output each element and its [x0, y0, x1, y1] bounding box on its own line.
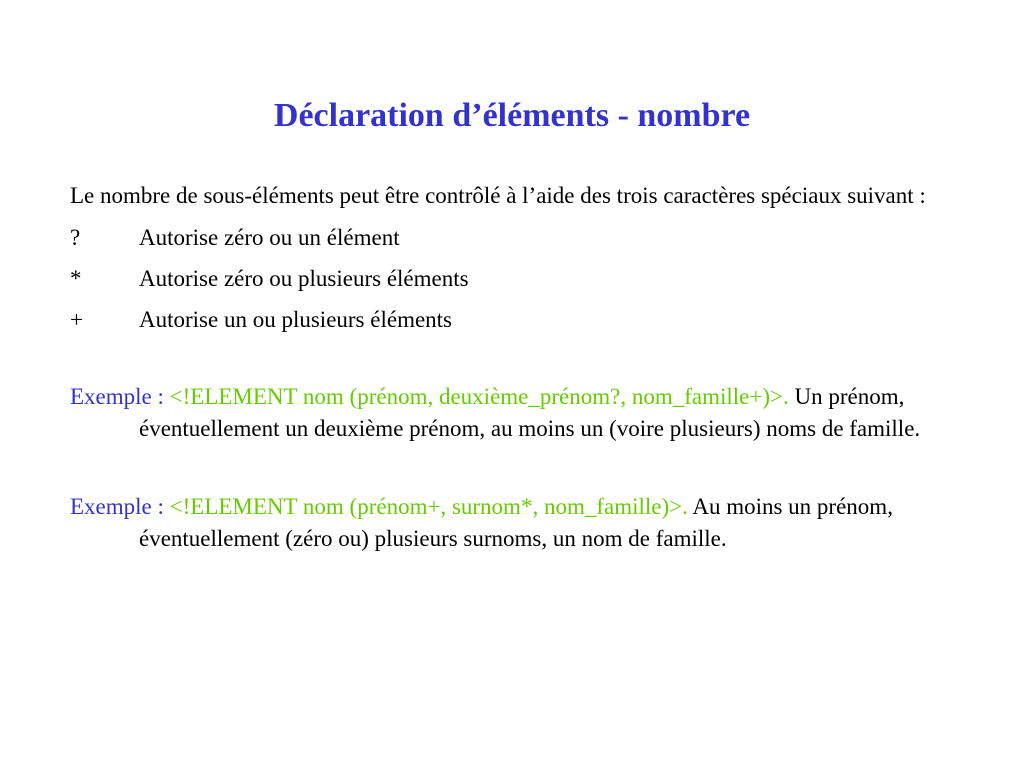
- bullet-text: Autorise zéro ou un élément: [139, 225, 400, 250]
- bullet-item-one-or-more: [70, 304, 950, 336]
- bullet-symbol: +: [70, 307, 83, 332]
- spacer: [70, 345, 950, 381]
- example-code: <!ELEMENT nom (prénom, deuxième_prénom?, nom_famille+)>.: [169, 384, 789, 409]
- bullet-item-zero-or-more: [70, 263, 950, 295]
- example-label: Exemple :: [70, 494, 170, 519]
- example-description: Un prénom, éventuellement un deuxième prénom, au moins un (voire plusieurs) noms de famille.: [139, 384, 921, 441]
- example-paragraph: [70, 381, 950, 445]
- example-label: Exemple :: [70, 384, 170, 409]
- bullet-text: Autorise un ou plusieurs éléments: [139, 307, 453, 332]
- slide-body: [70, 180, 950, 565]
- bullet-item-optional: [70, 222, 950, 254]
- bullet-symbol: ?: [70, 225, 81, 250]
- example-paragraph: [70, 491, 950, 555]
- slide-title: Déclaration d’éléments - nombre: [273, 97, 751, 134]
- bullet-symbol: *: [70, 266, 82, 291]
- intro-paragraph: Le nombre de sous-éléments peut être contrôlé à l’aide des trois caractères spéciaux suivant :: [70, 183, 926, 208]
- bullet-text: Autorise zéro ou plusieurs éléments: [139, 266, 469, 291]
- example-description: Au moins un prénom, éventuellement (zéro ou) plusieurs surnoms, un nom de famille.: [139, 494, 893, 551]
- spacer: [70, 455, 950, 491]
- example-code: <!ELEMENT nom (prénom+, surnom*, nom_famille)>.: [169, 494, 688, 519]
